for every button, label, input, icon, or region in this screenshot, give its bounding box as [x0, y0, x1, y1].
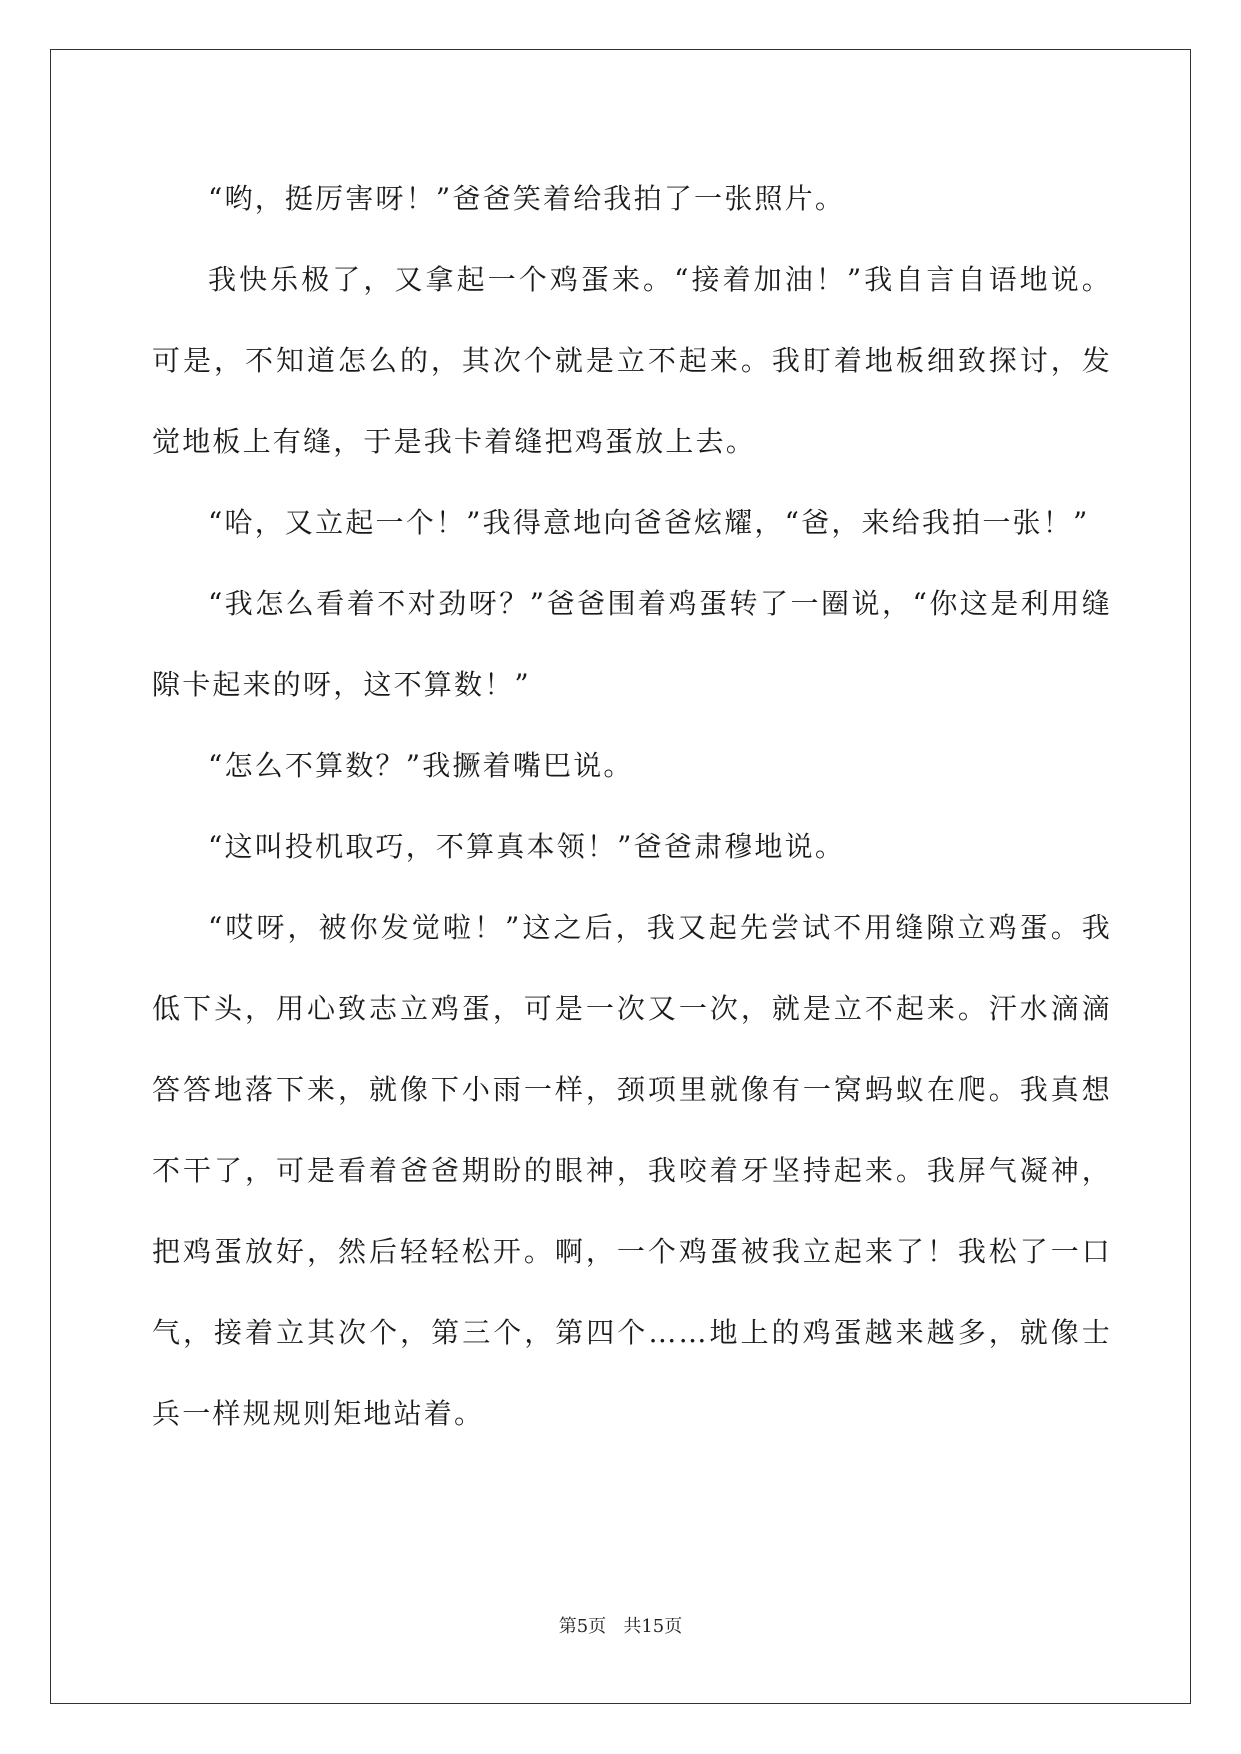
paragraph: “这叫投机取巧，不算真本领！”爸爸肃穆地说。	[208, 830, 846, 863]
paragraph: 我快乐极了，又拿起一个鸡蛋来。“接着加油！”我自言自语地说。可是，不知道怎么的，其次个就是立不起来。我盯着地板细致探讨，发觉地板上有缝，于是我卡着缝把鸡蛋放上去。	[152, 263, 1112, 458]
document-body	[152, 158, 1112, 1454]
paragraph: “哈，又立起一个！”我得意地向爸爸炫耀，“爸，来给我拍一张！”	[208, 506, 1090, 539]
paragraph: “我怎么看着不对劲呀？”爸爸围着鸡蛋转了一圈说，“你这是利用缝隙卡起来的呀，这不算数！”	[152, 587, 1112, 701]
page-number-footer: 第5页 共15页	[558, 1616, 683, 1637]
paragraph: “哎呀，被你发觉啦！”这之后，我又起先尝试不用缝隙立鸡蛋。我低下头，用心致志立鸡蛋，可是一次又一次，就是立不起来。汗水滴滴答答地落下来，就像下小雨一样，颈项里就像有一窝蚂蚁在爬。我真想不干了，可是看着爸爸期盼的眼神，我咬着牙坚持起来。我屏气凝神，把鸡蛋放好，然后轻轻松开。啊，一个鸡蛋被我立起来了！我松了一口气，接着立其次个，第三个，第四个……地上的鸡蛋越来越多，就像士兵一样规规则矩地站着。	[152, 911, 1112, 1430]
paragraph: “哟，挺厉害呀！”爸爸笑着给我拍了一张照片。	[208, 182, 846, 215]
paragraph: “怎么不算数？”我撅着嘴巴说。	[208, 749, 634, 782]
